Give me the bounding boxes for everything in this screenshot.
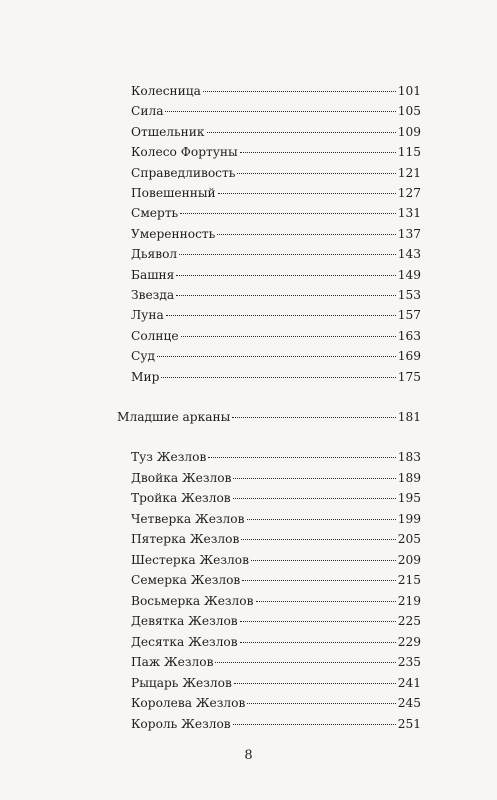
toc-entry-page: 199 [397,511,421,526]
dot-leader [241,539,395,540]
toc-entry-page: 149 [397,267,421,282]
toc-entry-page: 105 [397,104,421,119]
dot-leader [233,498,396,499]
toc-entry-title: Колесо Фортуны [131,145,238,160]
toc-entry-title: Девятка Жезлов [131,614,238,628]
toc-entry [131,593,421,609]
toc-entry-page: 229 [397,634,421,649]
dot-leader [217,234,395,235]
dot-leader [234,683,396,684]
toc-entry [131,490,421,506]
toc-entry [131,267,421,283]
toc-entry-title: Сила [131,104,164,119]
toc-entry-page: 109 [397,124,421,139]
dot-leader [240,621,396,622]
toc-entry-page: 127 [397,186,421,200]
toc-entry [131,654,421,670]
toc-entry-page: 245 [397,696,421,710]
toc-entry-title: Звезда [131,288,175,302]
toc-entry [131,348,421,364]
dot-leader [203,91,396,92]
dot-leader [240,642,396,643]
toc-section-page: 181 [397,410,421,424]
toc-section-title: Младшие арканы [117,410,231,424]
toc-entry [131,83,421,99]
dot-leader [179,254,396,255]
dot-leader [242,580,395,581]
toc-entry-title: Отшельник [131,124,205,139]
toc-entry [131,613,421,629]
toc-entry [131,695,421,711]
toc-entry-page: 209 [397,552,421,567]
toc-entry-page: 235 [397,655,421,669]
toc-entry-page: 175 [397,369,421,384]
toc-entry [131,634,421,650]
dot-leader [207,132,396,133]
dot-leader [161,377,395,378]
toc-entry [131,470,421,486]
toc-section-heading [117,409,421,425]
dot-leader [233,478,395,479]
toc-entry [131,144,421,160]
toc-entry-title: Паж Жезлов [131,655,214,669]
toc-entry [131,531,421,547]
dot-leader [157,356,396,357]
toc-entry-page: 183 [397,450,421,464]
toc-entry [131,246,421,262]
toc-entry-title: Дьявол [131,247,178,262]
dot-leader [176,295,396,296]
toc-entry [131,307,421,323]
toc-entry-page: 101 [397,84,421,98]
toc-entry-page: 241 [397,675,421,690]
toc-entry [131,226,421,242]
toc-entry [131,552,421,568]
toc-entry [131,124,421,140]
toc-entry [131,572,421,588]
dot-leader [240,152,396,153]
dot-leader [215,662,395,663]
toc-entry-page: 251 [397,716,421,731]
toc-entry-title: Умеренность [131,226,216,241]
toc-entry-title: Мир [131,369,160,384]
toc-entry [131,205,421,221]
toc-entry-title: Суд [131,349,156,364]
toc-entry [131,369,421,385]
toc-entry-title: Туз Жезлов [131,450,207,464]
toc-entry-title: Рыцарь Жезлов [131,675,232,690]
toc-entry-title: Шестерка Жезлов [131,552,249,567]
dot-leader [176,275,395,276]
toc-entry [131,165,421,181]
toc-entry-page: 121 [397,165,421,180]
toc-entry-page: 169 [397,349,421,364]
toc-entry-page: 153 [397,288,421,302]
dot-leader [247,519,396,520]
toc-entry-title: Башня [131,267,175,282]
toc-entry-title: Семерка Жезлов [131,573,241,587]
toc-entry-title: Пятерка Жезлов [131,532,240,546]
toc-entry-page: 189 [397,470,421,485]
dot-leader [256,601,396,602]
dot-leader [208,457,395,458]
dot-leader [166,315,396,316]
toc-entry-title: Тройка Жезлов [131,491,231,505]
dot-leader [165,111,395,112]
dot-leader [251,560,396,561]
toc-entry-page: 225 [397,614,421,628]
toc-entry [131,328,421,344]
toc-entry-title: Солнце [131,328,179,343]
toc-entry-page: 195 [397,491,421,505]
toc-entry [131,716,421,732]
toc-entry-page: 215 [397,573,421,587]
dot-leader [247,703,395,704]
toc-entry-page: 137 [397,226,421,241]
toc-entry [131,449,421,465]
toc-entry-title: Повешенный [131,186,216,200]
toc-entry-title: Четверка Жезлов [131,511,245,526]
toc-entry-page: 143 [397,247,421,262]
toc-entry-title: Колесница [131,84,201,98]
toc-entry-title: Справедливость [131,165,236,180]
toc-entry-title: Десятка Жезлов [131,634,238,649]
page-folio: 8 [244,748,253,763]
toc-entry-title: Королева Жезлов [131,696,246,710]
dot-leader [233,724,396,725]
toc-entry-title: Восьмерка Жезлов [131,593,254,608]
dot-leader [237,173,395,174]
toc-entry [131,287,421,303]
toc-entry [131,511,421,527]
toc-entry [131,185,421,201]
toc-entry-title: Смерть [131,206,179,221]
toc-entry-title: Луна [131,308,164,323]
toc-entry [131,103,421,119]
toc-entry-page: 131 [397,206,421,221]
dot-leader [181,336,396,337]
dot-leader [218,193,396,194]
toc-entry-page: 157 [397,308,421,323]
toc-entry-page: 219 [397,593,421,608]
toc-entry [131,675,421,691]
dot-leader [180,213,396,214]
toc-entry-title: Король Жезлов [131,716,231,731]
toc-entry-title: Двойка Жезлов [131,470,232,485]
dot-leader [232,417,395,418]
toc-entry-page: 163 [397,328,421,343]
toc-entry-page: 115 [397,145,421,160]
toc-entry-page: 205 [397,532,421,546]
